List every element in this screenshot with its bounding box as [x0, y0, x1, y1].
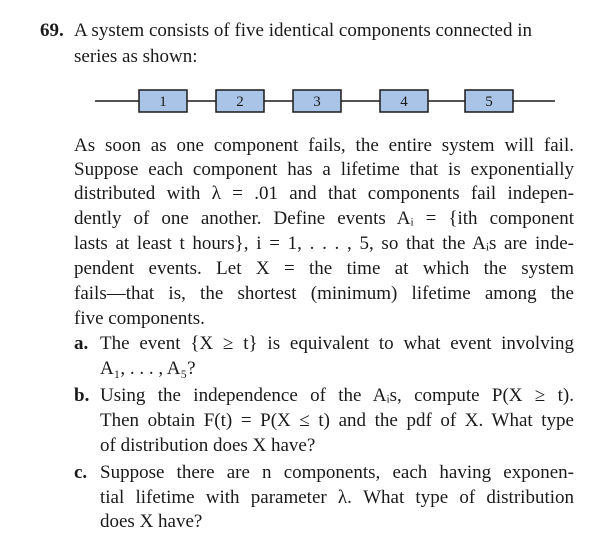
part-a-line: A₁, . . . , A₅?: [100, 358, 196, 379]
body-line: Suppose each component has a lifetime that is exponentially: [74, 159, 574, 180]
component-label-1: 1: [159, 94, 167, 110]
part-a-label: a.: [74, 333, 89, 354]
body-line: dently of one another. Define events Aᵢ = {ith component: [74, 208, 574, 229]
part-c-label: c.: [74, 462, 88, 483]
component-label-2: 2: [236, 94, 244, 110]
part-b-line: Using the independence of the Aᵢs, compute P(X ≥ t).: [100, 385, 574, 406]
component-label-5: 5: [485, 94, 493, 110]
intro-line-1: A system consists of five identical components connected in: [74, 20, 533, 41]
part-c-line: Suppose there are n components, each having exponen-: [100, 462, 574, 483]
part-c-line: tial lifetime with parameter λ. What type of distribution: [100, 487, 574, 508]
component-box-4: [380, 90, 428, 112]
series-diagram: [95, 86, 555, 116]
component-label-3: 3: [313, 94, 321, 110]
body-line: As soon as one component fails, the entire system will fail.: [74, 135, 574, 156]
component-box-5: [465, 90, 513, 112]
part-b-label: b.: [74, 385, 90, 406]
component-box-3: [293, 90, 341, 112]
part-a-line: The event {X ≥ t} is equivalent to what event involving: [100, 333, 574, 354]
body-line: distributed with λ = .01 and that components fail indepen-: [74, 183, 574, 204]
intro-line-2: series as shown:: [74, 46, 198, 67]
component-box-1: [139, 90, 187, 112]
part-c-line: does X have?: [100, 511, 203, 532]
body-line: fails—that is, the shortest (minimum) lifetime among the: [74, 283, 574, 304]
part-b-line: Then obtain F(t) = P(X ≤ t) and the pdf of X. What type: [100, 410, 574, 431]
body-line: lasts at least t hours}, i = 1, . . . , 5, so that the Aᵢs are inde-: [74, 233, 574, 254]
problem-number: 69.: [40, 20, 64, 41]
component-label-4: 4: [400, 94, 408, 110]
body-line: five components.: [74, 308, 205, 329]
body-line: pendent events. Let X = the time at which the system: [74, 258, 574, 279]
component-box-2: [216, 90, 264, 112]
part-b-line: of distribution does X have?: [100, 435, 316, 456]
